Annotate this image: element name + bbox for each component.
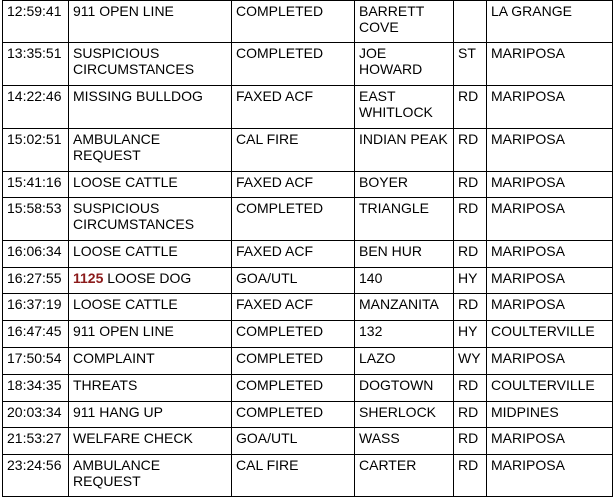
disposition-cell: COMPLETED [232,198,355,241]
time-cell: 16:37:19 [3,294,69,321]
table-row [3,348,613,375]
time-cell: 16:27:55 [3,268,69,294]
call-type-cell [69,402,232,428]
call-type-cell [69,86,232,129]
table-row [3,1,613,43]
disposition-cell: COMPLETED [232,402,355,428]
suffix-cell: HY [454,321,487,348]
street-cell: LAZO [355,348,454,375]
table-row [3,198,613,241]
call-type-text: SUSPICIOUS CIRCUMSTANCES [73,200,195,232]
city-cell: MARIPOSA [487,172,613,198]
suffix-cell: RD [454,86,487,129]
call-type-text: 911 OPEN LINE [73,3,174,19]
call-type-text: LOOSE DOG [107,270,192,286]
suffix-cell [454,1,487,43]
street-cell: 140 [355,268,454,294]
call-type-text: AMBULANCE REQUEST [73,131,161,163]
disposition-cell: FAXED ACF [232,172,355,198]
disposition-cell: FAXED ACF [232,86,355,129]
call-type-cell [69,198,232,241]
time-cell: 16:47:45 [3,321,69,348]
street-cell: JOE HOWARD [355,43,454,86]
call-type-cell [69,348,232,375]
suffix-cell: ST [454,43,487,86]
city-cell: MARIPOSA [487,198,613,241]
time-cell: 15:41:16 [3,172,69,198]
disposition-cell: GOA/UTL [232,428,355,455]
street-cell: 132 [355,321,454,348]
call-code: 1125 [73,270,108,286]
street-cell: MANZANITA [355,294,454,321]
suffix-cell: RD [454,129,487,172]
call-log-body [3,1,613,497]
suffix-cell: HY [454,268,487,294]
time-cell: 14:22:46 [3,86,69,129]
suffix-cell: RD [454,375,487,402]
city-cell: MARIPOSA [487,268,613,294]
city-cell: MARIPOSA [487,428,613,455]
call-type-text: AMBULANCE REQUEST [73,457,161,489]
call-type-cell [69,455,232,497]
call-type-cell [69,294,232,321]
time-cell: 21:53:27 [3,428,69,455]
call-type-text: LOOSE CATTLE [73,296,178,312]
call-type-cell [69,428,232,455]
call-type-cell [69,129,232,172]
suffix-cell: RD [454,198,487,241]
city-cell: MARIPOSA [487,129,613,172]
suffix-cell: RD [454,402,487,428]
disposition-cell: COMPLETED [232,1,355,43]
call-type-text: LOOSE CATTLE [73,174,178,190]
street-cell: BEN HUR [355,241,454,268]
table-row [3,86,613,129]
call-type-text: MISSING BULLDOG [73,88,203,104]
time-cell: 23:24:56 [3,455,69,497]
disposition-cell: COMPLETED [232,348,355,375]
street-cell: WASS [355,428,454,455]
disposition-cell: COMPLETED [232,321,355,348]
call-type-text: THREATS [73,377,138,393]
time-cell: 17:50:54 [3,348,69,375]
call-type-text: COMPLAINT [73,350,155,366]
disposition-cell: FAXED ACF [232,294,355,321]
call-type-cell [69,375,232,402]
disposition-cell: CAL FIRE [232,129,355,172]
suffix-cell: WY [454,348,487,375]
table-row [3,402,613,428]
street-cell: INDIAN PEAK [355,129,454,172]
time-cell: 15:02:51 [3,129,69,172]
table-row [3,455,613,497]
city-cell: MIDPINES [487,402,613,428]
suffix-cell: RD [454,294,487,321]
suffix-cell: RD [454,455,487,497]
city-cell: MARIPOSA [487,241,613,268]
call-type-cell [69,43,232,86]
city-cell: COULTERVILLE [487,321,613,348]
city-cell: MARIPOSA [487,348,613,375]
call-type-text: SUSPICIOUS CIRCUMSTANCES [73,45,195,77]
street-cell: BOYER [355,172,454,198]
table-row [3,428,613,455]
table-row [3,172,613,198]
call-type-text: WELFARE CHECK [73,430,193,446]
suffix-cell: RD [454,172,487,198]
time-cell: 20:03:34 [3,402,69,428]
disposition-cell: CAL FIRE [232,455,355,497]
time-cell: 18:34:35 [3,375,69,402]
street-cell: EAST WHITLOCK [355,86,454,129]
disposition-cell: GOA/UTL [232,268,355,294]
city-cell: COULTERVILLE [487,375,613,402]
street-cell: DOGTOWN [355,375,454,402]
disposition-cell: COMPLETED [232,43,355,86]
disposition-cell: FAXED ACF [232,241,355,268]
time-cell: 15:58:53 [3,198,69,241]
table-row [3,129,613,172]
disposition-cell: COMPLETED [232,375,355,402]
city-cell: MARIPOSA [487,455,613,497]
street-cell: TRIANGLE [355,198,454,241]
call-type-cell [69,321,232,348]
call-type-cell [69,268,232,294]
call-log-table [2,0,613,497]
suffix-cell: RD [454,241,487,268]
time-cell: 16:06:34 [3,241,69,268]
call-type-cell [69,172,232,198]
time-cell: 13:35:51 [3,43,69,86]
table-row [3,294,613,321]
table-row [3,241,613,268]
city-cell: LA GRANGE [487,1,613,43]
call-type-text: 911 HANG UP [73,404,163,420]
call-type-text: 911 OPEN LINE [73,323,174,339]
table-row [3,268,613,294]
call-type-text: LOOSE CATTLE [73,243,178,259]
table-row [3,321,613,348]
street-cell: SHERLOCK [355,402,454,428]
city-cell: MARIPOSA [487,43,613,86]
call-type-cell [69,1,232,43]
call-type-cell [69,241,232,268]
city-cell: MARIPOSA [487,294,613,321]
suffix-cell: RD [454,428,487,455]
time-cell: 12:59:41 [3,1,69,43]
city-cell: MARIPOSA [487,86,613,129]
table-row [3,375,613,402]
street-cell: BARRETT COVE [355,1,454,43]
table-row [3,43,613,86]
street-cell: CARTER [355,455,454,497]
